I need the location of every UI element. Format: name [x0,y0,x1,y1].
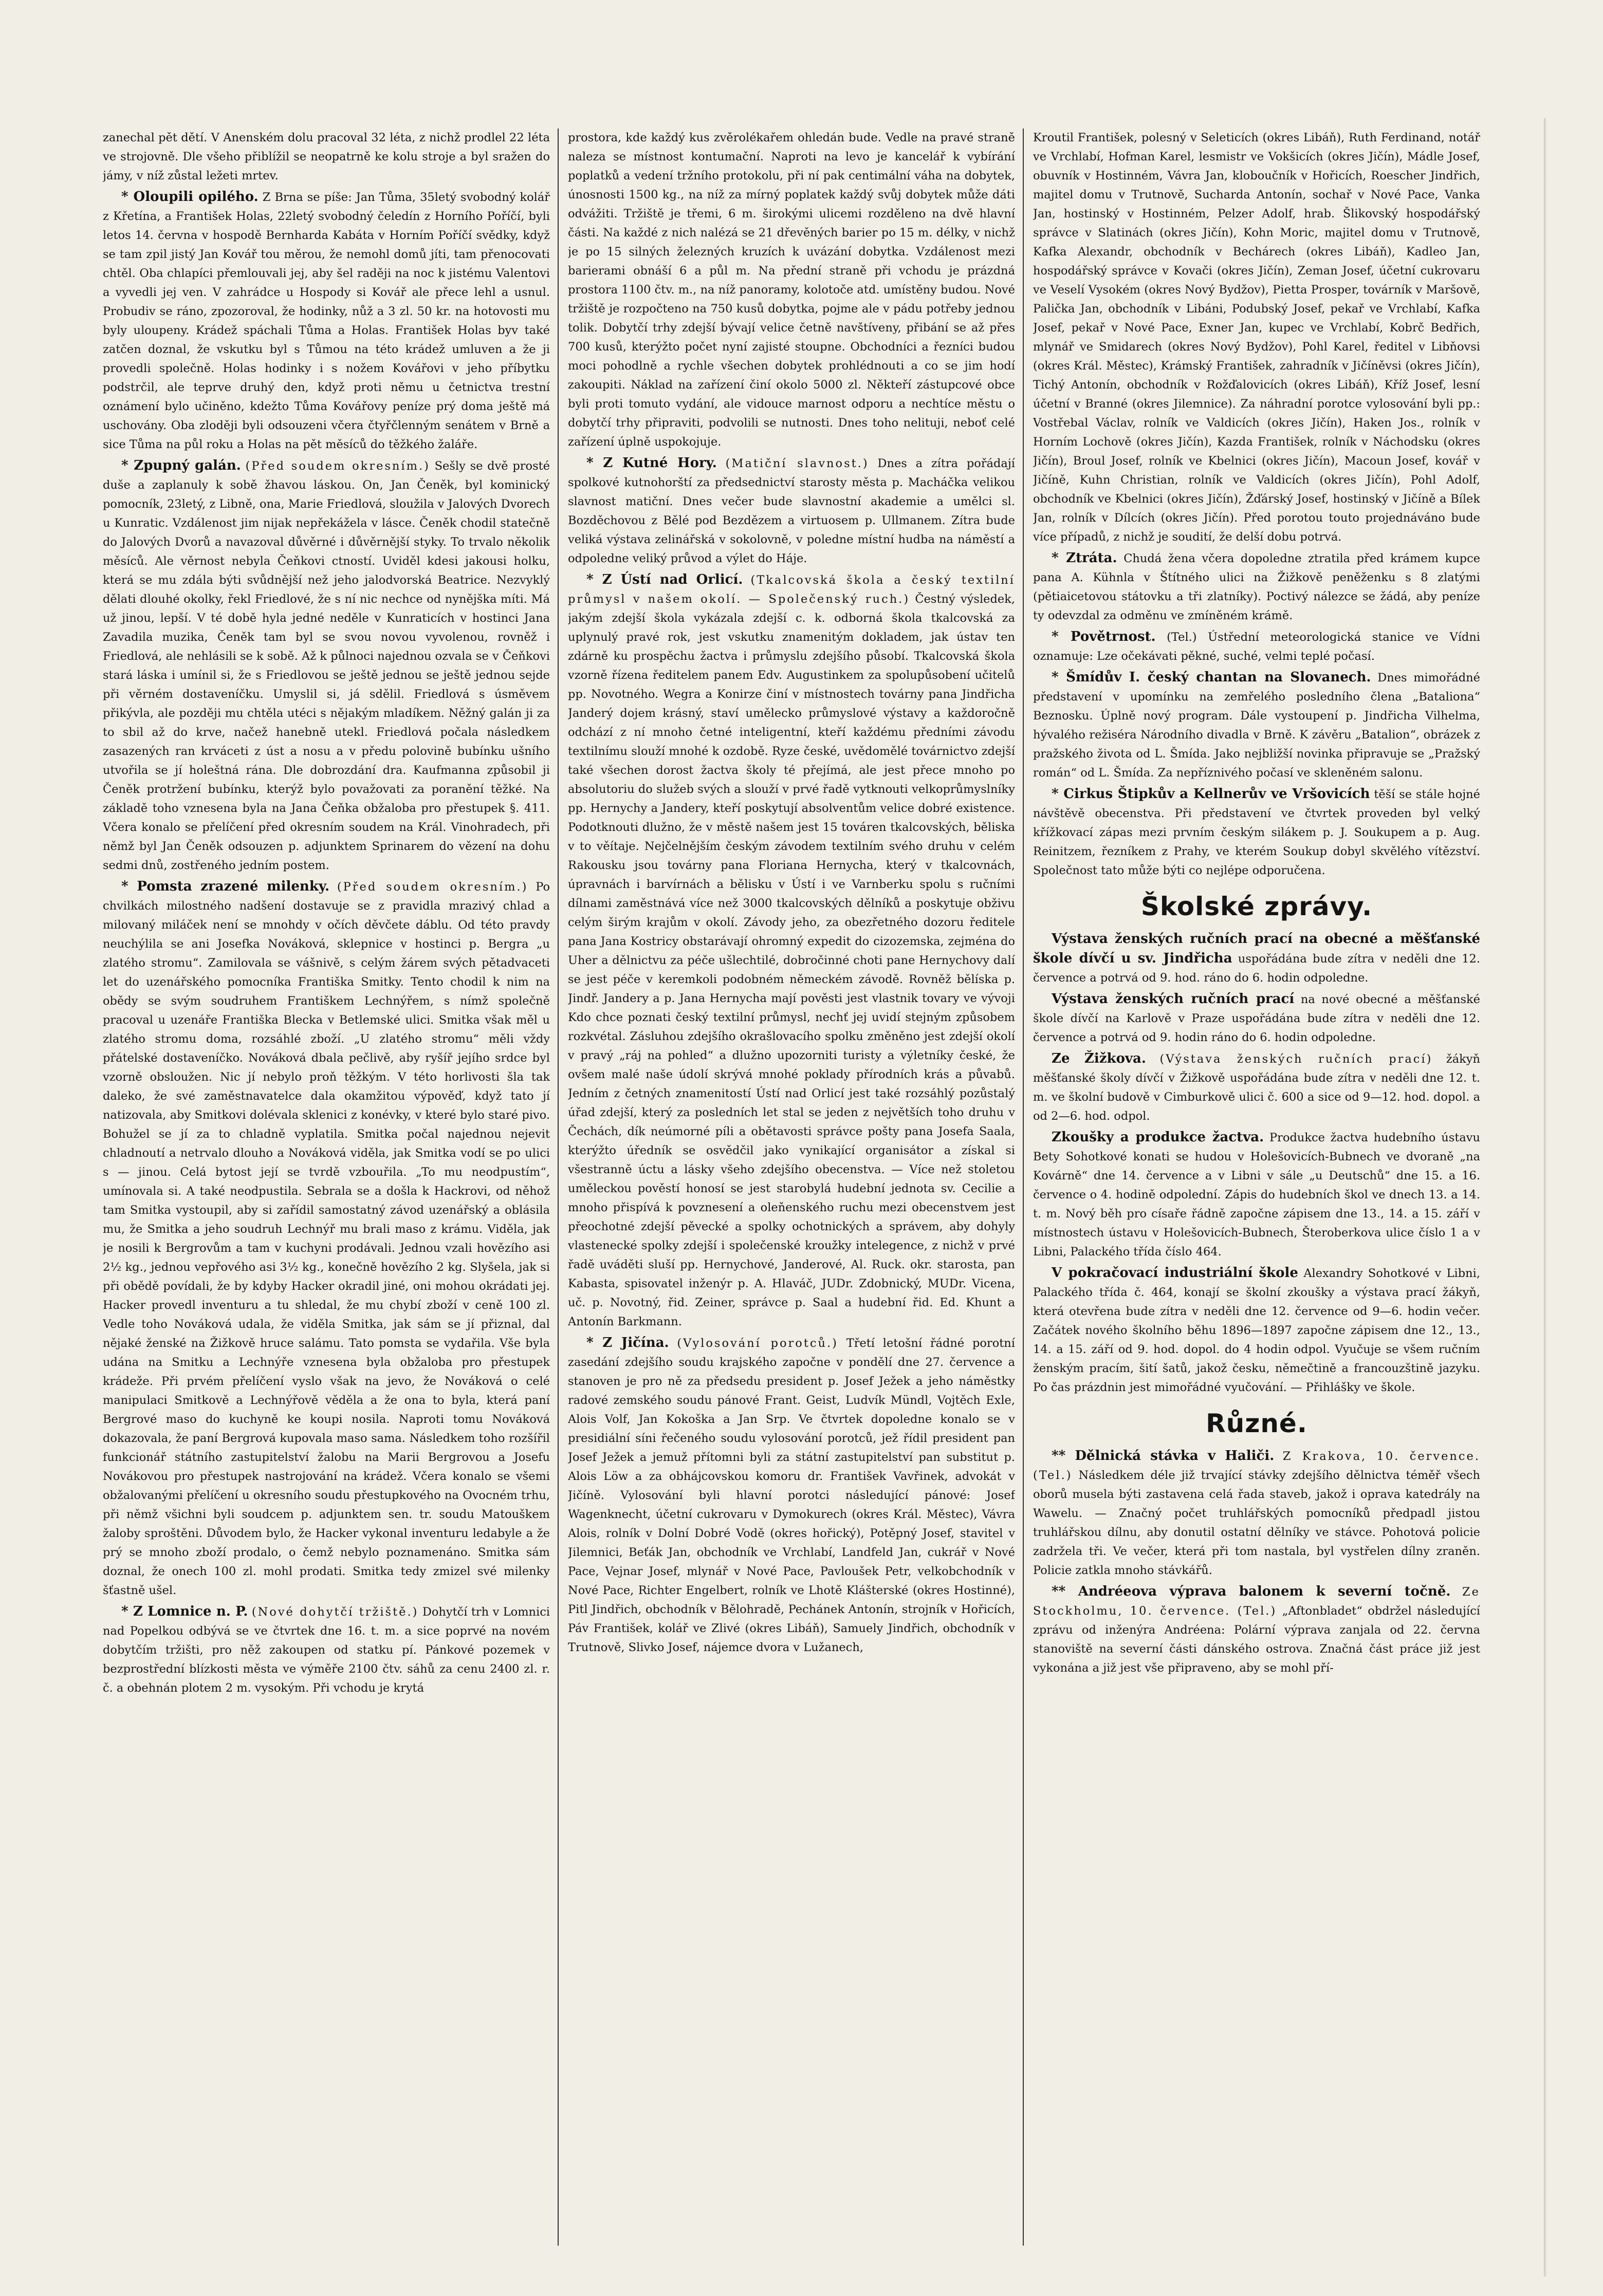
article [1033,549,1480,625]
article-heading: Výstava ženských ručních prací [1052,991,1295,1007]
article [568,454,1015,568]
article-body: Dnes mimořádné představení v upomínku na zemřelého posledního člena „Bataliona“ Beznosku. Úplně nový program. Dále vystoupení p. Jindřicha Vilhelma, hývalého režiséra Národního divadla v Brně. K závěru „Batalion“, obrázek z pražského života od L. Šmída. Jako nejbližší novinka připravuje se „Pražský román“ od L. Šmída. Za nepříznivého počasí ve skleněném salonu. [1033,671,1480,780]
article-body: na nové obecné a měšťanské škole dívčí na Karlově v Praze uspořádána bude zítra v neděli dne 12. července a potrvá od 9. hodin ráno do 6. hodin odpoledne. [1033,993,1480,1044]
article-body: Produkce žactva hudebního ústavu Bety Sohotkové konati se hudou v Holešovicích-Bubnech ve dvoraně „na Kovárně“ dne 14. července a v Libni v sále „u Deutschů“ dne 15. a 16. července o 4. hodině odpolední. Zápis do hudebních škol ve dnech 13. a 14. t. m. Nový běh pro císaře řádně započne zápisem dne 13., 14. a 15. září v místnostech ústavu v Holešovicích-Bubnech, Šteroberkova ulice číslo 1 a v Libni, Palackého třída číslo 464. [1033,1131,1480,1258]
article [1033,1447,1480,1580]
article-heading: * Pomsta zrazené milenky. [121,879,330,894]
column-divider [1023,128,1024,2246]
article-heading: V pokračovací industriální škole [1052,1265,1298,1281]
article-body: Dnes a zítra pořádají spolkové kutnohorští za předsednictví starosty města p. Macháčka velikou slavnost matiční. Dnes večer bude slavnostní akademie a umělci sl. Bozděchovou z Bělé pod Bezdězem a virtuosem p. Ullmanem. Zítra bude veliká výstava zelinářská v sokolovně, v poledne místní hudba na náměstí a odpoledne veliký průvod a výlet do Háje. [568,457,1015,565]
article-body: Sešly se dvě prosté duše a zaplanuly k sobě žhavou láskou. On, Jan Čeněk, byl kominický pomocník, 23letý, z Libně, ona, Marie Friedlová, sloužila v Jalových Dvorech u Kunratic. Vzdálenost jim nijak nepřekážela v lásce. Čeněk chodil statečně do Jalových Dvorů a navazoval důvěrné i důvěrnější styky. To trvalo několik měsíců. Ale věrnost nebyla Čeňkovi ctností. Uviděl kdesi jakousi holku, která se mu zdála býti svůdnější než jeho jalodvorská Beatrice. Nezvyklý dělati dlouhé okolky, řekl Friedlové, že s ní nic nechce od nynějška míti. Má už jinou, lepší. V té době hyla jedné neděle v Kunraticích v hostinci Jana Zavadila muzika, Čeněk tam byl se svou novou vyvolenou, rovněž i Friedlová, ale nehlásili se k sobě. Až k půlnoci najednou ozvala se v Čeňkovi stará láska i umínil si, že s Friedlovou se ještě jednou se ještě jednou sejde při věrném dostaveníčku. Umyslil si, já sdělil. Friedlová s úsměvem přikývla, ale později mu chtěla utéci s nějakým mladíkem. Něžný galán ji za to sbil až do krve, načež hanebně utekl. Friedlová počala následkem zasazených ran krváceti z úst a nosu a v předu polovině bubínku ušního utvořila se jí holeštná rána. Dle dobrozdání dra. Kaufmanna způsobil ji Čeněk protržení bubínku, kterýž bylo považovati za poranění těžké. Na základě toho vznesena byla na Jana Čeňka obžaloba pro přestupek §. 411. Včera konalo se přelíčení před okresním soudem na Král. Vinohradech, při němž byl Jan Čeněk odsouzen p. adjunktem Sprinarem do vězení na dohu sedmi dnů, zostřeného jedním postem. [103,459,550,872]
paragraph: prostora, kde každý kus zvěrolékařem ohledán bude. Vedle na pravé straně naleza se místnost kontumační. Naproti na levo je kancelář k vybírání poplatků a vedení tržního protokolu, při ní pak centimální váha na dobytek, únosnosti 1500 kg., na níž za mírný poplatek každý svůj dobytek může dáti odvážiti. Tržiště je třemi, 6 m. širokými ulicemi rozděleno na dvě hlavní části. Na každé z nich nalézá se 21 dřevěných barier po 15 m. délky, v nichž je po 15 silných železných kruzích k uvázání dobytka. Vzdálenost mezi barierami obnáší 6 a půl m. Na přední straně při vchodu je prázdná prostora 1100 čtv. m., na níž panoramy, kolotoče atd. umístěny budou. Nové tržiště je rozpočteno na 750 kusů dobytka, pojme ale v pádu potřeby jednou tolik. Dobytčí trhy zdejší bývají velice četně navštíveny, přibání se až přes 700 kusů, kterýžto počet nyní zajisté stoupne. Obchodníci a řezníci budou moci pohodlně a rychle všechen dobytek prohlédnouti a co se jim hodí zakoupiti. Náklad na zařízení činí okolo 5000 zl. Někteří zástupcové obce byli proti tomuto vydání, ale vidouce marnost odporu a nechtíce městu o dobytčí trhy připraviti, podvolili se nutnosti. Dnes toho nelituji, neboť celé zařízení úplně uspokojuje. [568,131,1015,449]
article [103,877,550,1600]
article-heading: * Povětrnost. [1052,629,1156,644]
article-heading: ** Dělnická stávka v Haliči. [1052,1448,1275,1464]
article-body: Z Brna se píše: Jan Tůma, 35letý svobodný kolář z Křetína, a František Holas, 22letý svobodný čeledín z Horního Poříčí, byli letos 14. června v hospodě Bernharda Kabáta v Horním Poříčí svědky, když se tam zpil jistý Jan Kovář tou měrou, že nemohl domů jíti, tam přenocovati chtěl. Oba chlapíci přemlouvali jej, aby šel raději na noc k jistému Valentovi a vyvedli jej ven. V zahrádce u Hospody si Kovář ale přece lehl a usnul. Probudiv se ráno, zpozoroval, že hodinky, nůž a 3 zl. 50 kr. na hotovosti mu byly uloupeny. Krádež spáchali Tůma a Holas. František Holas byv také zatčen doznal, že vskutku byl s Tůmou na této krádež umluven a že ji provedli společně. Holas hodinky i s nožem Kovářovi v jeho příbytku podstrčil, ale teprve druhý den, když proti němu u četnictva trestní oznámení bylo učiněno, kdežto Tůma Kovářovy peníze prý doma ještě má uschovány. Oba zloději byli odsouzeni včera čtyřčlenným senátem v Brně a sice Tůma na půl roku a Holas na pět měsíců do těžkého žaláře. [103,191,550,451]
article-subheading: (Vylosování porotců.) [677,1337,838,1350]
article-body: Chudá žena včera dopoledne ztratila před krámem kupce pana A. Kühnla v Štítného ulici na Žižkově peněženku s 8 zlatými (pětiaicetovou státovku a tři zlatníky). Poctivý nálezce se žádá, aby peníze ty odevzdal za odměnu ve zmíněném krámě. [1033,552,1480,622]
newspaper-page [103,108,1490,2266]
article [1033,1049,1480,1126]
article-body: „Aftonbladet“ obdržel následující zprávu od inženýra Andréena: Polární výprava zanjala od 22. června stanoviště na severní části dánského ostrova. Značná část práce již jest vykonána a již jest vše připraveno, aby se mohl pří- [1033,1604,1480,1675]
article-heading: * Šmídův I. český chantan na Slovanech. [1052,670,1371,685]
article [568,570,1015,1331]
paragraph: Kroutil František, polesný v Seleticích (okres Libáň), Ruth Ferdinand, notář ve Vrchlabí, Hofman Karel, lesmistr ve Vokšicích (okres Jičín), Mádle Josef, obuvník v Hostinném, Vávra Jan, kloboučník v Hořicích, Roescher Jindřich, majitel domu v Trutnově, Suchardа Antonín, sochař v Nové Pace, Vanka Jan, hostinský v Hostinném, Pelzer Adolf, hrab. Šlikovský hospodářský správce v Slatinách (okres Jičín), Kohn Moric, majitel domu v Trutnově, Kafka Alexandr, obchodník v Bechárech (okres Libáň), Kadleo Jan, hospodářský správce v Kovači (okres Jičín), Zeman Josef, účetní cukrovaru ve Veselí Vysokém (okres Nový Bydžov), Pietta Prosper, továrník v Maršově, Palička Jan, obchodník v Libáni, Podubský Josef, pekař ve Vrchlabí, Kafka Josef, pekař v Nové Pace, Exner Jan, kupec ve Vrchlabí, Kobrč Bedřich, mlynář ve Smidarech (okres Nový Bydžov), Pohl Karel, ředitel v Libňovsi (okres Král. Městec), Krámský František, zahradník v Jičíněvsi (okres Jičín), Tichý Antonín, obchodník v Rožďalovicích (okres Libáň), Kříž Josef, lesní účetní v Branné (okres Jilemnice). Za náhradní porotce vylosování byli pp.: Vostřebal Václav, rolník ve Valdicích (okres Jičín), Haken Jos., rolník v Horním Lochově (okres Jičín), Kazda František, rolník v Náchodsku (okres Jičín), Broul Josef, rolník ve Kbelnici (okres Jičín), Macoun Josef, kovář v Jičíně, Kuhn Christian, rolník ve Valdicích (okres Jičín), Pohl Adolf, obchodník ve Kbelnici (okres Jičín), Žďárský Josef, hostinský v Jičíně a Bílek Jan, rolník v Dílcích (okres Jičín). Před porotou touto projednáváno bude více případů, z nichž je soudití, že delší dobu potrvá. [1033,131,1480,544]
article-heading: Zkoušky a produkce žactva. [1052,1130,1264,1145]
article-subheading: (Nové dohytčí tržiště.) [251,1605,419,1619]
article [1033,668,1480,783]
article-subheading: (Matiční slavnost.) [725,457,869,470]
article-heading: * Z Jičína. [586,1335,669,1350]
article-heading: * Ztráta. [1052,550,1117,566]
article-subheading: (Výstava ženských ručních prací) [1159,1052,1433,1066]
article-body: Po chvilkách milostného nadšení dostavuje se z pravidla mrazivý chlad a milovaný miláček není se mnohdy v očích děvčete dáblu. Od této pravdy neuchýlila se ani Josefka Nováková, sklepnice v hostinci p. Bergra „u zlatého stromu“. Zamilovala se vášnivě, s celým žárem svých pětadvaceti let do uzenářského pomocníka Františka Smitky. Tento chodil k nim na obědy se svým soudruhem Františkem Lechnýřem, s nímž společně pracoval u uzenáře Františka Blecka v Betlemské ulici. Smitka však měl u zlatého stromu doma, rozsáhlé zboží. „U zlatého stromu“ měli vždy přátelské dostaveníčko. Nováková dbala pečlivě, aby ryšíř jejího srdce byl vzorně obsloužen. Nic jí nebylo proň těžkým. V této horlivosti šla tak daleko, že své zaměstnavatelce dala okamžitou výpověď, když tato jí natizovala, aby Smitkovi dolévala sklenici z konévky, v které bylo staré pivo. Bohužel se jí za to chladně vyplatila. Smitka počal najednou nejevit chladnoutí a netrvalo dlouho a Nováková viděla, jak Smitka vodí se po ulici s — jinou. Celá bytost její se tvrdě vzbouřila. „To mu neodpustím“, umínovala si. A také neodpustila. Sebrala se a došla k Hackrovi, od něhož tam Smitka vystoupil, aby si zařídil samostatný závod uzenářský a oblásila mu, že Smitka a jeho soudruh Lechnýř mu brali maso z krámu. Viděla, jak je nosili k Bergrovům a tam v kuchyni prodávali. Jednou vzali hovězího asi 2½ kg., jednou vepřového asi 3½ kg., konečně hovězího 2 kg. Slyšela, jak si při obědě povídali, že by kdyby Hacker okradil jiné, oni mohou okrádati jej. Hacker provedl inventuru a tu shledal, že mu chybí zboží v ceně 100 zl. Vedle toho Nováková udala, že viděla Smitka, jak sám se jí přiznal, dal nějaké ženské na Žižkově hruce salámu. Tato pomsta se vydařila. Vše byla udána na Smitku a Lechnýře vznesena byla obžaloba pro přestupek krádeže. Při prvém přelíčení vyslo však na jevo, že Nováková o celé manipulaci Smitkově a Lechnýřově věděla a že ona to byla, která paní Bergrové maso do kuchyně ke koupi nosila. Naproti tomu Nováková dokazovala, že paní Bergrová kupovala maso sama. Následkem toho rozšířil funkcionář státního zastupitelství žalobu na Marii Bergrovou a Josefu Novákovou pro přestupek nastrojování na krádež. Včera konalo se všemi obžalovanými přelíčení u okresního soudu přestupkového na Ovocném trhu, při němž všichni byli soudcem p. adjunktem sen. tr. soudu Matouškem žaloby sproštěni. Důvodem bylo, že Hacker vykonal inventuru ledabyle a že prý se mnoho zboží prodalo, o čemž nebylo poznamenáno. Smitka sám doznal, že onech 100 zl. mohl prodati. Smitka tedy zmizel své milenky šťastně ušel. [103,880,550,1597]
article-body: uspořádána bude zítra v neděli dne 12. července a potrvá od 9. hod. ráno do 6. hodin odpoledne. [1033,952,1480,985]
article-heading: * Oloupili opilého. [121,189,259,205]
article [1033,627,1480,666]
article-heading: Výstava ženských ručních prací na obecné a měšťanské škole dívčí u sv. Jindřicha [1033,931,1480,966]
article-body: těší se stále hojné návštěvě obecenstva. Při představení ve čtvrtek proveden byl velký křížkovací zápas mezi prvním českým silákem p. J. Soukupem a p. Aug. Reinitzem, řezníkem z Prahy, ve kterém Soukup dobyl skvělého vítězství. Společnost tato může býti co nejlépe odporučena. [1033,788,1480,877]
article-dateline: Ze Stockholmu, 10. července. (Tel.) [1033,1585,1480,1618]
article-heading: ** Andréeova výprava balonem k severní točně. [1052,1584,1451,1599]
column-divider [558,128,559,2246]
article [1033,1264,1480,1397]
article [103,188,550,454]
column-3 [1033,128,1480,2256]
article-heading: * Z Kutné Hory. [586,455,717,471]
article-body: (Tel.) Ústřední meteorologická stanice ve Vídni oznamuje: Lze očekávati pěkné, suché, velmi teplé počasí. [1033,631,1480,663]
article-body: Dohytčí trh v Lomnici nad Popelkou odbývá se ve čtvrtek dne 16. t. m. a sice poprvé na novém dobytčím tržišti, pro něž zakoupen od statku pí. Pánkové pozemek v bezprostřední blízkosti města ve výměře 2100 čtv. sáhů za cenu 2400 zl. r. č. a obehnán plotem 2 m. vysokým. Při vchodu je krytá [103,1605,550,1695]
article-body: Třetí letošní řádné porotní zasedání zdejšího soudu krajského započne v pondělí dne 27. července a stanoven je pro ně za předsedu president p. Josef Ježek a jeho náměstky radové zemského soudu pánové Frant. Geist, Ludvík Mündl, Vojtěch Exle, Alois Volf, Jan Kokoška a Jan Srp. Ve čtvrtek dopoledne konalo se v presidiální síni řečeného soudu vylosování porotců, jež řídil president pan Josef Ježek a jemuž přítomni byli za státní zastupitelství pan substitut p. Alois Löw a za obhájcovskou komoru dr. František Vavřinek, advokát v Jičíně. Vylosování byli hlavní porotci následující pánové: Josef Wagenknecht, účetní cukrovaru v Dymokurech (okres Král. Městec), Vávra Alois, rolník v Dolní Dobré Vodě (okres hořický), Potěpný Josef, stavitel v Jilemnici, Beťák Jan, obchodník ve Vrchlabí, Landfeld Jan, cukrář v Nové Pace, Vejnar Josef, mlynář v Nové Pace, Pavloušek Petr, velkobchodník v Nové Pace, Richter Engelbert, rolník ve Lhotě Klášterské (okres Hostinné), Pitl Jindřich, obchodník v Bělohradě, Pechánek Antonín, strojník v Hořicích, Páv František, kolář ve Zlivé (okres Libáň), Samuely Jindřich, obchodník v Trutnově, Slivko Josef, nájemce dvora v Lužanech, [568,1337,1015,1654]
article-body: Alexandry Sohotkové v Libni, Palackého třída č. 464, konají se školní zkoušky a výstava prací žákyň, která otevřena bude zítra v neděli dne 12. července od 9—6. hodin večer. Začátek nového školního běhu 1896—1897 započne zápisem dne 12., 13., 14. a 15. září od 9. hod. dopol. do 4 hodin odpol. Vyučuje se všem ručním ženským pracím, šití šatů, jakož česku, němečtině a francouzštině jazyku. Po čas prázdnin jest mimořádné vyučování. — Přihlášky ve škole. [1033,1267,1480,1394]
article-dateline: Z Krakova, 10. července. (Tel.) [1033,1450,1480,1482]
article-subheading: (Před soudem okresním.) [245,459,430,473]
article-heading: * Z Lomnice n. P. [121,1604,248,1619]
article [103,1602,550,1698]
article-heading: Ze Žižkova. [1052,1051,1146,1066]
column-1 [103,128,550,2256]
article [1033,990,1480,1047]
article [1033,1582,1480,1678]
article-body: žákyň měšťanské školy dívčí v Žižkově uspořádána bude zítra v neděli dne 12. t. m. ve školní budově v Cimburkově ulici č. 600 a sice od 9—12. hod. dopol. a od 2—6. hod. odpol. [1033,1052,1480,1123]
article [103,456,550,875]
article-subheading: (Tkalcovská škola a český textilní průmysl v našem okolí. — Společenský ruch.) [568,573,1015,606]
article [568,1334,1015,1657]
article-heading: * Cirkus Štipkův a Kellnerův ve Vršovicích [1052,786,1370,802]
article-body: Čestný výsledek, jakým zdejší škola vykázala zdejší c. k. odborná škola tkalcovská za uplynulý pravé rok, jest vskutku znamenitým dokladem, jak ústav ten zdárně ku prospěchu žactva i průmyslu zdejšího působí. Tkalcovská škola vzorně řízena ředitelem panem Edv. Augustinkem za spolupůsobení učitelů pp. Novotného. Wegra a Konirze činí v místnostech továrny pana Jindřicha Janderý dojem krásný, staví umělecko průmyslové výstavy a každoročně odchází z ní mnoho četné inteligentní, kteří každému předními závodu textilnímu slouží mnohé k ozdobě. Ryze české, uvědomělé továrnictvo zdejší také všechen dorost žactva školy té přejímá, ale jest přece mnoho po absolutoriu do služeb svých a slouží v prvé řadě vytknouti velkoprůmyslníky pp. Hernychy a Jandery, kteří poskytují absolventům velice dobré existence. Podotknouti dlužno, že v městě našem jest 15 továren tkalcovských, běliska v to věítaje. Nejčelnějším českým závodem textilním svého druhu v celém Rakousku jsou továrny pana Floriana Hernycha, který v tkalcovnách, úpravnách i barvírnách a bělisku v Ústí i ve Varnberku spolu s ručními dílnami zaměstnává více než 3000 tkalcovských dělníků a poskytuje obživu celým širým krajům v okolí. Závody jeho, za obezřetného dozoru ředitele pana Jana Kostricy obstarávají ohromný expedit do cizozemska, zejména do Uher a dělnictvu za péče ušlechtilé, dobročinné choti pane Hernychovy dalí se jest péče v keremkoli podobném německém závodě. Rovněž bělíska p. Jindř. Jandery a p. Jana Hernycha mají pověsti jest vlastnik tovary ve vývoji Kdo chce poznati český textilní průmysl, nechť jej uvidí stejným způsobem rozkvétal. Zásluhou zdejšího okrašlovacího spolku změněno jest zdejší okolí v pravý „ráj na pohled“ a dlužno upozorniti turisty a výletníky české, že ovšem malé naše údolí skrývá mnohé poklady přírodních krás a půvabů. Jedním z četných znamenitostí Ústí nad Orlicí jest také rozsáhlý pozůstalý úřad zdejší, který za posledních let stal se jeden z největších toho druhu v Čechách, dík neúmorné píli a obětavosti správce pošty pana Josefa Saala, kterýžto úředník se osvědčil jako vynikající organisátor a získal si všestranně úctu a lásky všeho zdejšího obecenstva. — Více než stoletou uměleckou pověstí honosí se jest starobylá hudební jednota sv. Cecilie a mnoho přispívá k povznesení a oleňenského ruchu mezi obecenstvem jest přeochotné zdejší pěvecké a spolky ochotnických a správem, aby dohyly vlastenecké spolky zdejší i společenské kroužky intelegence, z nichž v prvé řadě uváděti sluší pp. Hernychové, Janderové, Al. Ruck. okr. starosta, pan Kabasta, spisovatel inženýr p. A. Hlaváč, JUDr. Zdobnický, MUDr. Vicena, uč. p. Novotný, řid. Zeiner, správce p. Saal a hudební řid. Ed. Khunt a Antonín Barkmann. [568,592,1015,1328]
section-title-school-news: Školské zprávy. [1140,892,1373,921]
article [1033,1128,1480,1262]
article [1033,930,1480,988]
section-title-miscellaneous: Různé. [1206,1409,1307,1438]
article-body: Následkem déle již trvající stávky zdejšího dělnictva téměř všech oborů musela býti zastavena celá řada staveb, jakož i oprava katedrály na Wawelu. — Značný počet truhlářských pomocníků předpadl jistou truhlářskou dílnu, aby donutil ostatní dělníky ve stávce. Pohotová policie zadržela tři. Ve večer, která při tom nastala, byl vystřelen dílny zraněn. Policie zatkla mnoho stávkářů. [1033,1469,1480,1577]
article [1033,785,1480,880]
column-2 [568,128,1015,2256]
article-subheading: (Před soudem okresním.) [337,880,528,894]
paragraph: zanechal pět dětí. V Anenském dolu pracoval 32 léta, z nichž prodlel 22 léta ve strojovně. Dle všeho přiblížil se neopatrně ke kolu stroje a byl sražen do jámy, v níž zůstal ležeti mrtev. [103,131,550,182]
article-heading: * Z Ústí nad Orlicí. [586,572,743,587]
article-heading: * Zpupný galán. [121,458,241,473]
page-fold-shadow [1544,118,1547,2276]
